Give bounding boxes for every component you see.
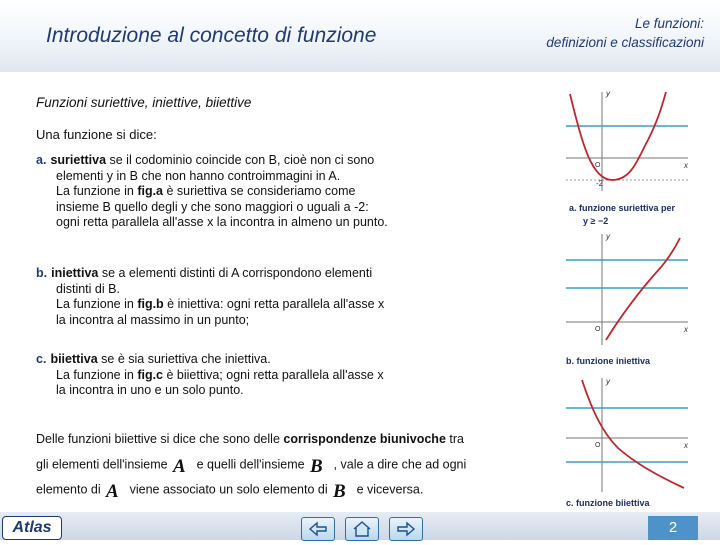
definition-injective: [36, 266, 384, 328]
home-button[interactable]: [345, 517, 379, 541]
svg-text:B: B: [310, 456, 323, 475]
svg-text:A: A: [173, 456, 186, 475]
text: se il codominio coincide con B, cioè non ci sono: [106, 153, 375, 167]
closing-line1: Delle funzioni biiettive si dice che sono delle corrispondenze biunivoche tra: [36, 432, 464, 446]
text: La funzione in fig.b è iniettiva: ogni retta parallela all'asse x: [56, 297, 385, 311]
figure-b-graph: [562, 230, 692, 350]
term: iniettiva: [51, 266, 99, 280]
figure-c-graph: [562, 374, 692, 494]
text: elementi y in B che non hanno controimmagini in A.: [56, 168, 341, 183]
axis-label-x: x: [684, 161, 688, 170]
origin-label: O: [595, 326, 601, 333]
text: ogni retta parallela all'asse x la incontra in almeno un punto.: [56, 215, 388, 229]
axis-label-x: x: [684, 441, 688, 450]
slide-title: Introduzione al concetto di funzione: [46, 24, 377, 47]
arrow-right-icon: [390, 518, 422, 540]
text: distinti di B.: [56, 281, 120, 296]
text: la incontra in uno e un solo punto.: [56, 383, 244, 397]
function-curve: [606, 238, 680, 340]
figure-a-graph: [562, 86, 692, 196]
figure-b-caption: b. funzione iniettiva: [566, 356, 651, 366]
chapter-title-line1: Le funzioni:: [634, 16, 704, 31]
text: La funzione in fig.a è suriettiva se consideriamo come: [56, 184, 356, 198]
term: biiettiva: [50, 352, 98, 366]
page-number: 2: [648, 516, 698, 540]
next-button[interactable]: [389, 517, 423, 541]
slide-header: [0, 0, 720, 72]
item-marker: c.: [36, 352, 47, 366]
figure-ref: fig.a: [137, 184, 164, 198]
text: la incontra al massimo in un punto;: [56, 312, 250, 327]
axis-label-y: y: [606, 232, 610, 241]
axis-label-y: y: [606, 89, 610, 98]
text: se è sia suriettiva che iniettiva.: [97, 352, 271, 366]
figure-ref: fig.c: [137, 367, 164, 382]
set-a-glyph: [171, 455, 193, 475]
term: corrispondenze biunivoche: [283, 432, 446, 446]
figure-ref: fig.b: [137, 297, 164, 311]
set-b-glyph: [308, 455, 330, 475]
origin-label: O: [595, 442, 601, 449]
text: se a elementi distinti di A corrispondono elementi: [98, 266, 373, 280]
figure-a-caption-line1: a. funzione suriettiva per: [569, 203, 676, 213]
item-marker: b.: [36, 266, 48, 280]
closing-line2: gli elementi dell'insieme A e quelli dell'insieme B , vale a dire che ad ogni: [36, 456, 467, 475]
set-a-glyph: [104, 480, 126, 500]
figure-c-caption: c. funzione biiettiva: [566, 498, 650, 508]
definition-bijective: [36, 352, 384, 399]
item-marker: a.: [36, 153, 47, 167]
set-b-glyph: [331, 480, 353, 500]
chapter-title: [546, 14, 704, 52]
arrow-left-icon: [302, 518, 334, 540]
chapter-title-line2: definizioni e classificazioni: [546, 35, 704, 50]
closing-line3: elemento di A viene associato un solo elemento di B e viceversa.: [36, 481, 424, 500]
axis-label-x: x: [684, 325, 688, 334]
svg-text:B: B: [333, 481, 346, 500]
atlas-logo: Atlas: [2, 516, 62, 540]
text: La funzione in fig.c è biiettiva; ogni retta parallela all'asse x: [56, 367, 384, 382]
definition-surjective: [36, 153, 388, 231]
prev-button[interactable]: [301, 517, 335, 541]
tick-label: -2: [596, 179, 604, 188]
origin-label: O: [595, 162, 601, 169]
function-curve: [582, 380, 684, 488]
axis-label-y: y: [606, 377, 610, 386]
section-title: Funzioni suriettive, iniettive, biiettive: [36, 95, 252, 110]
figure-a-caption-line2: y ≥ −2: [583, 216, 609, 226]
text: insieme B quello degli y che sono maggiori o uguali a -2:: [56, 199, 369, 214]
term: suriettiva: [50, 153, 107, 167]
intro-text: Una funzione si dice:: [36, 127, 157, 142]
function-curve: [570, 92, 666, 180]
svg-text:A: A: [106, 481, 119, 500]
home-icon: [346, 518, 378, 540]
